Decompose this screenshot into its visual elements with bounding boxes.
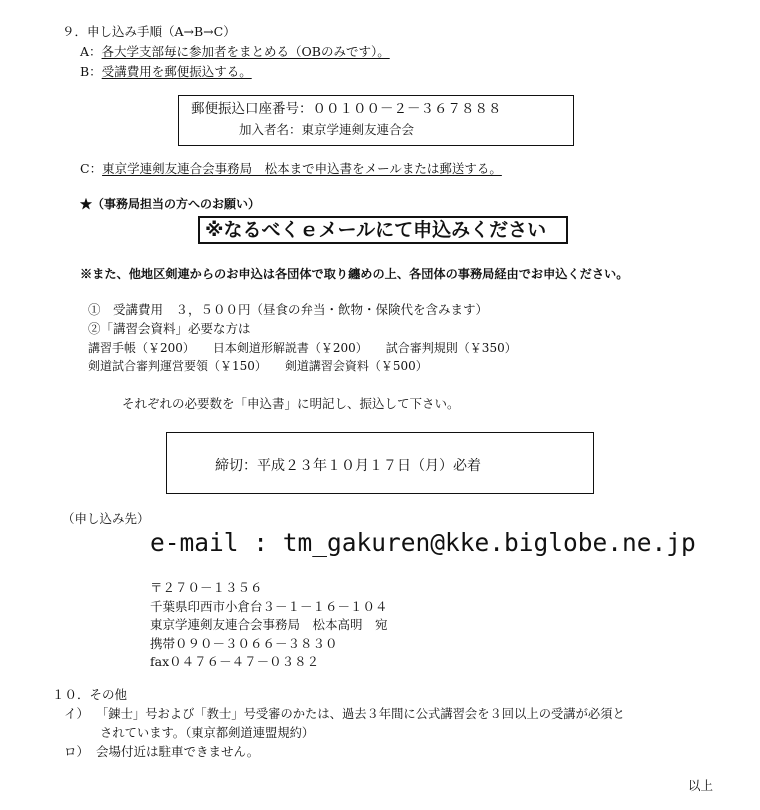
section9-heading: ９．申し込み手順（A→B→C）: [62, 24, 236, 39]
item-i-line-1: 「錬士」号および「教士」号受審のかたは、過去３年間に公式講習会を３回以上の受講が必須と: [96, 707, 625, 721]
materials-note: それぞれの必要数を「申込書」に明記し、振込して下さい。: [122, 396, 460, 411]
step-a: [80, 46, 390, 59]
materials-line-1: 講習手帳（￥200） 日本剣道形解説書（￥200） 試合審判規則（￥350）: [88, 341, 517, 355]
materials-line-2: 剣道試合審判運営要領（￥150） 剣道講習会資料（￥500）: [88, 359, 428, 373]
step-b: [80, 66, 252, 79]
request-heading: ★（事務局担当の方へのお願い）: [80, 197, 261, 211]
item-ro-text: 会場付近は駐車できません。: [96, 744, 260, 759]
postal-account-number: 郵便振込口座番号：００１００－２－３６７８８８: [191, 101, 502, 117]
item-ro-marker: ロ）: [64, 744, 90, 759]
section10-heading: １０．その他: [52, 687, 128, 702]
materials-heading: ②「講習会資料」必要な方は: [88, 321, 251, 336]
account-holder: 加入者名：東京学連剣友連合会: [239, 122, 415, 137]
postal-account-box: [178, 95, 574, 146]
deadline-box: [166, 432, 594, 494]
office-name: 東京学連剣友連合会事務局 松本高明 宛: [150, 617, 388, 632]
mobile-number: 携帯０９０－３０６６－３８３０: [150, 636, 338, 651]
email-request-text: ※なるべくｅメールにて申込みください: [205, 219, 547, 241]
step-c-marker: C：: [80, 161, 103, 176]
contact-email: e-mail : tm_gakuren@kke.biglobe.ne.jp: [150, 528, 696, 557]
postal-code: 〒２７０－１３５６: [150, 580, 263, 595]
address: 千葉県印西市小倉台３－１－１６－１０４: [150, 599, 388, 614]
step-b-marker: B：: [80, 64, 102, 79]
step-c: [80, 163, 502, 176]
step-b-text: 受講費用を郵便振込する。: [101, 64, 252, 79]
contact-heading: （申し込み先）: [62, 511, 150, 526]
email-request-box: [198, 216, 568, 244]
step-a-marker: A：: [80, 44, 102, 59]
closing-text: 以上: [688, 778, 714, 793]
other-region-note: ※また、他地区剣連からのお申込は各団体で取り纏めの上、各団体の事務局経由でお申込ください。: [80, 267, 629, 281]
item-i-line-2: されています。（東京都剣道連盟規約）: [100, 726, 315, 740]
fee-line: ① 受講費用 ３，５００円（昼食の弁当・飲物・保険代を含みます）: [88, 302, 489, 317]
step-c-text: 東京学連剣友連合会事務局 松本まで申込書をメールまたは郵送する。: [102, 161, 502, 176]
deadline-text: 締切：平成２３年１０月１７日（月）必着: [215, 458, 481, 474]
step-a-text: 各大学支部毎に参加者をまとめる（OBのみです）。: [101, 44, 390, 59]
fax-number: fax０４７６－４７－０３８２: [150, 654, 320, 669]
item-i-marker: イ）: [64, 706, 90, 721]
